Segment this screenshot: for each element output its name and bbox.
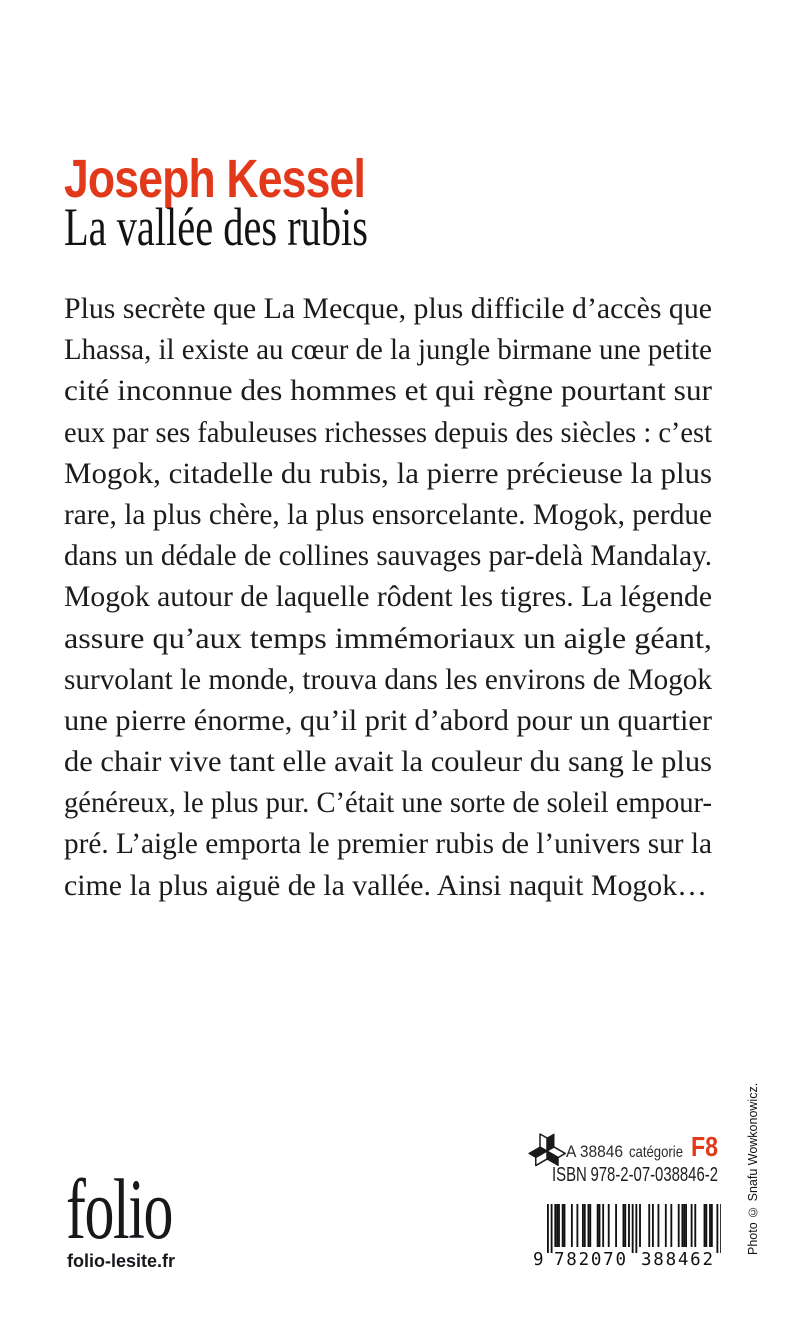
barcode-bar [576,1204,578,1247]
book-title: La vallée des rubis [64,197,368,257]
category-label: catégorie [629,1144,683,1161]
publisher-logo: folio [66,1161,173,1257]
synopsis-line: cité inconnue des hommes et qui règne pourtant sur [64,374,713,408]
synopsis-row [64,618,712,659]
synopsis-line: rare, la plus chère, la plus ensorcelante. Mogok, perdue [64,497,713,531]
barcode-bar [608,1204,610,1247]
barcode-bar [628,1204,630,1247]
synopsis-row [64,700,712,741]
barcode-bar [584,1204,586,1247]
barcode-bar [558,1204,560,1247]
synopsis-line: dans un dédale de collines sauvages par-delà Mandalay. [64,539,713,573]
barcode-bar [632,1204,634,1253]
barcode-digits: 782070 [554,1250,626,1268]
synopsis-line: pré. L’aigle emporta le premier rubis de l’univers sur la [64,827,713,861]
synopsis-line: Lhassa, il existe au cœur de la jungle birmane une petite [64,333,712,367]
synopsis-row [64,782,712,823]
barcode-bar [648,1204,650,1247]
print-code: A 38846 [566,1142,624,1161]
barcode-bar [562,1204,564,1247]
synopsis-line: une pierre énorme, qu’il prit d’abord pour un quartier [64,703,712,737]
synopsis-line: Mogok autour de laquelle rôdent les tigres. La légende [64,580,713,614]
barcode-bar [635,1204,637,1253]
isbn-line [552,1164,718,1186]
barcode-digits: 388462 [641,1250,713,1268]
barcode-bar [681,1204,683,1247]
barcode-bar [597,1204,599,1247]
barcode-bar [716,1204,718,1253]
barcode-bar [582,1204,584,1247]
barcode-bar [564,1204,566,1247]
synopsis-row [64,535,712,576]
barcode-bar [556,1204,558,1247]
synopsis-row [64,494,712,535]
barcode-bar [691,1204,693,1247]
synopsis-line: généreux, le plus pur. C’était une sorte de soleil empour- [64,786,713,820]
synopsis-line: Plus secrète que La Mecque, plus difficile d’accès que [64,292,712,325]
synopsis-line: Mogok, citadelle du rubis, la pierre précieuse la plus [64,456,712,490]
barcode-bar [652,1204,654,1247]
barcode-bar [711,1204,713,1247]
isbn-number: 978-2-07-038846-2 [590,1164,718,1186]
synopsis [64,288,712,906]
synopsis-line: eux par ses fabuleuses richesses depuis des siècles : c’est [64,415,712,449]
photo-credit: Photo © Snafu Wowkonowicz. [746,1082,760,1255]
barcode-bar [554,1204,556,1247]
barcode-bar [639,1204,641,1247]
barcode-bar [599,1204,601,1247]
barcode-bar [615,1204,617,1247]
synopsis-line: de chair vive tant elle avait la couleur du sang le plus [64,745,712,779]
publisher-website: folio-lesite.fr [67,1251,176,1271]
barcode-bar [720,1204,721,1253]
barcode-bar [670,1204,672,1247]
synopsis-row [64,412,712,453]
barcode-bar [678,1204,680,1247]
barcode-digits: 9 [533,1250,544,1268]
barcode-bar [551,1204,553,1253]
synopsis-row [64,865,712,906]
barcode-bar [658,1204,660,1247]
barcode-bar [588,1204,590,1247]
synopsis-row [64,741,712,782]
barcode-bar [665,1204,667,1247]
synopsis-line: assure qu’aux temps immémoriaux un aigle géant, [64,621,712,655]
barcode-bar [571,1204,573,1247]
barcode-bar [709,1204,711,1247]
barcode-bar [623,1204,625,1247]
barcode-bar [705,1204,707,1247]
synopsis-row [64,370,712,411]
barcode-bar [694,1204,696,1247]
author-name: Joseph Kessel [64,149,365,209]
isbn-label: ISBN [552,1164,587,1186]
synopsis-row [64,329,712,370]
synopsis-line: survolant le monde, trouva dans les environs de Mogok [64,662,713,696]
barcode-bar [547,1204,549,1253]
barcode-bar [683,1204,685,1247]
barcode-bar [602,1204,604,1247]
barcode [529,1204,721,1268]
barcode-bar [624,1204,626,1247]
synopsis-row [64,659,712,700]
category-badge: F8 [691,1131,718,1162]
synopsis-row [64,823,712,864]
synopsis-row [64,288,712,329]
synopsis-row [64,453,712,494]
synopsis-line: cime la plus aiguë de la vallée. Ainsi naquit Mogok… [64,868,707,902]
barcode-bar [704,1204,706,1247]
synopsis-row [64,576,712,617]
barcode-bar [685,1204,687,1247]
barcode-bar [589,1204,591,1247]
